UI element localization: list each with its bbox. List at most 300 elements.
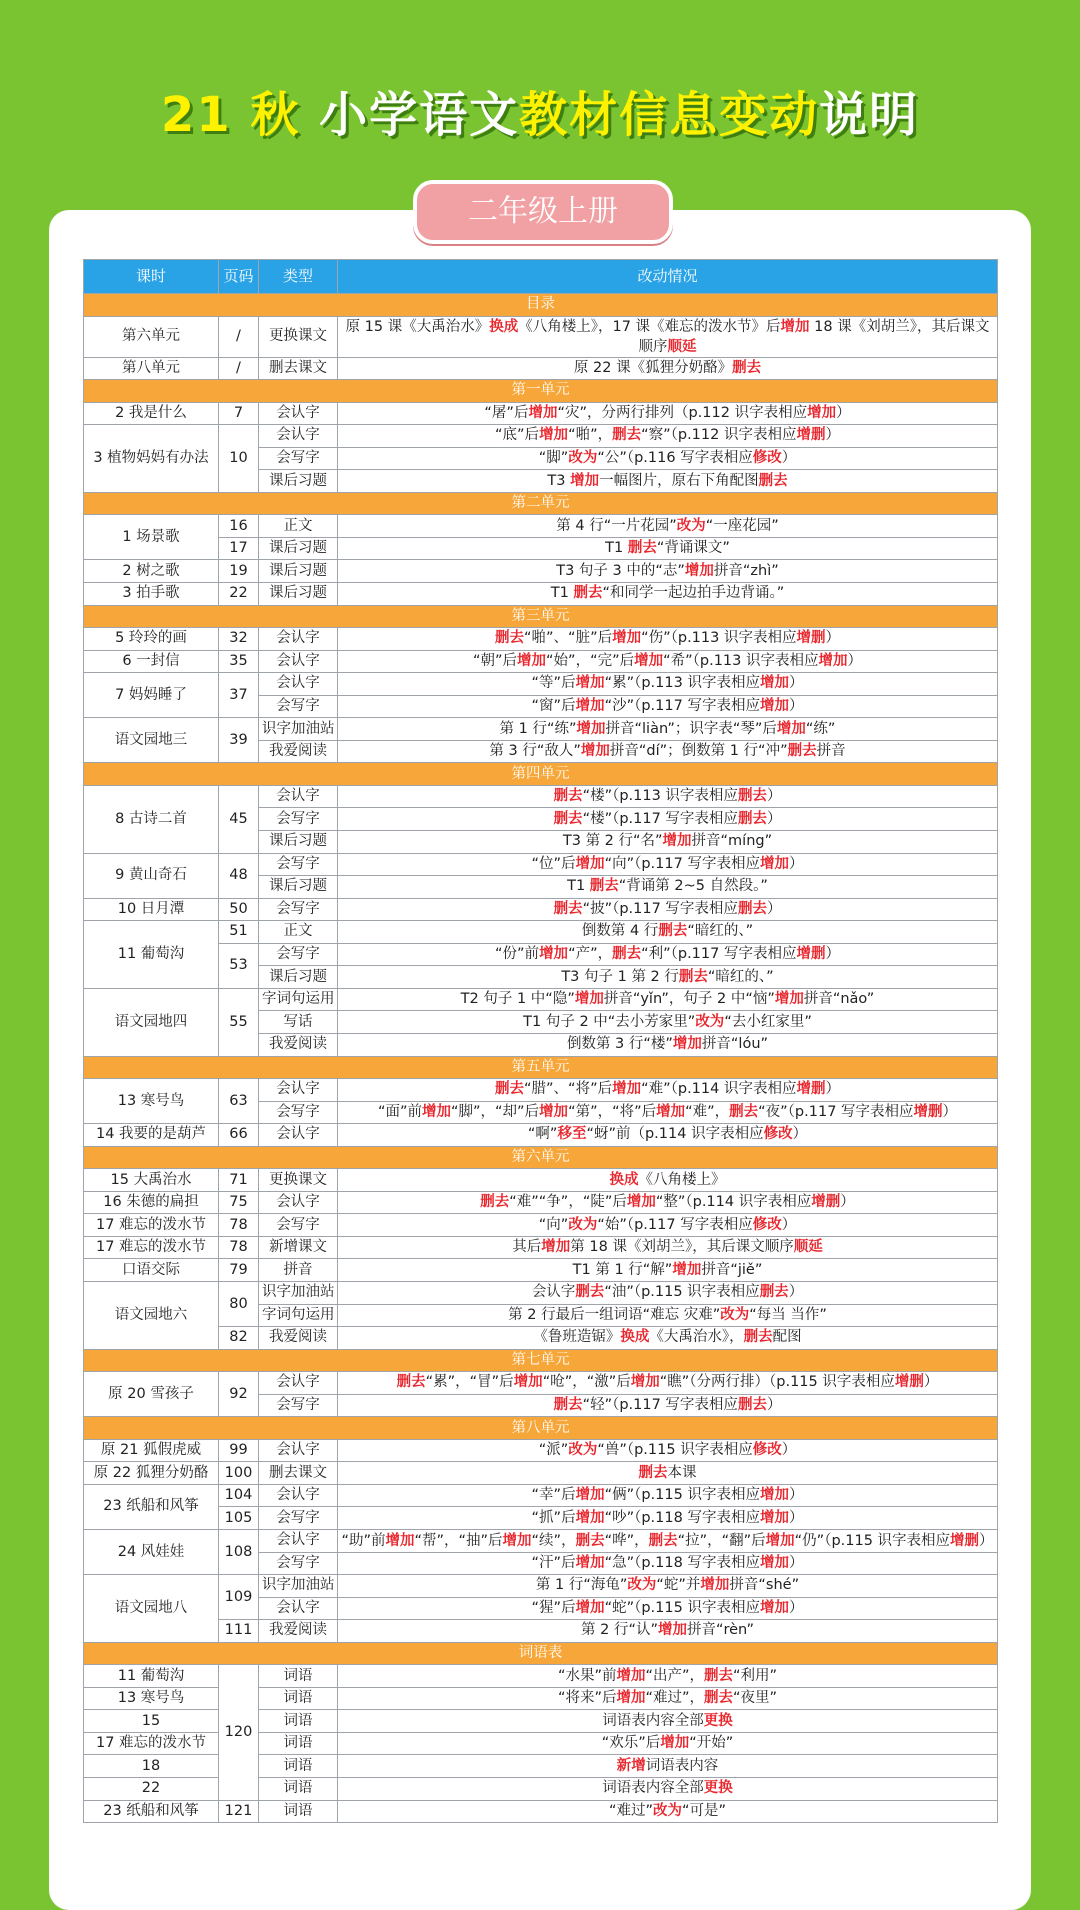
- change-text: “助”前: [341, 1532, 386, 1549]
- change-text: ）: [825, 427, 840, 444]
- change-text: ）: [836, 404, 851, 421]
- type-cell: 会认字: [259, 1079, 338, 1102]
- change-keyword: 增加: [576, 720, 606, 737]
- lesson-cell: 原 21 狐假虎威: [84, 1439, 219, 1462]
- table-row: [84, 650, 998, 673]
- change-cell: [338, 966, 998, 989]
- change-text: “蛇”并: [656, 1577, 701, 1594]
- lesson-cell: 6 一封信: [84, 650, 219, 673]
- change-keyword: 增删: [796, 427, 826, 444]
- change-text: “可是”: [682, 1802, 727, 1819]
- change-cell: [338, 943, 998, 966]
- lesson-cell: 18: [84, 1755, 219, 1778]
- change-cell: [338, 650, 998, 673]
- change-keyword: 增加: [541, 1239, 571, 1256]
- change-text: “底”后: [495, 427, 540, 444]
- change-text: “欢乐”后: [601, 1735, 661, 1752]
- table-row: [84, 1236, 998, 1259]
- change-keyword: 增加: [517, 652, 547, 669]
- change-text: “哗”，: [604, 1532, 649, 1549]
- change-keyword: 删去: [758, 472, 788, 489]
- change-text: T3 句子 1 第 2 行: [561, 968, 679, 985]
- change-cell: [338, 673, 998, 696]
- page-cell: 71: [219, 1169, 259, 1192]
- change-text: 拼音“lóu”: [701, 1036, 769, 1053]
- change-text: “每当 当作”: [749, 1306, 827, 1323]
- change-keyword: 删去: [575, 1532, 605, 1549]
- section-title: 目录: [84, 294, 998, 317]
- change-keyword: 增加: [807, 404, 837, 421]
- change-text: 第 2 行“认”: [581, 1622, 658, 1639]
- change-keyword: 删去: [704, 1690, 734, 1707]
- table-row: [84, 1529, 998, 1552]
- change-text: ）: [788, 1284, 804, 1301]
- change-text: “难过”: [608, 1802, 653, 1819]
- change-cell: [338, 695, 998, 718]
- type-cell: 会写字: [259, 853, 338, 876]
- change-keyword: 增加: [575, 855, 605, 872]
- change-text: “累”（p.113 识字表相应: [604, 675, 760, 692]
- lesson-cell: 13 寒号鸟: [84, 1687, 219, 1710]
- lesson-cell: 17 难忘的泼水节: [84, 1732, 219, 1755]
- change-text: 第 18 课《刘胡兰》，其后课文顺序: [570, 1239, 794, 1256]
- type-cell: 正文: [259, 921, 338, 944]
- change-keyword: 增加: [502, 1532, 532, 1549]
- page-cell: 121: [219, 1800, 259, 1823]
- change-text: “一座花园”: [705, 517, 779, 534]
- change-text: ）: [923, 1374, 939, 1391]
- change-keyword: 增加: [765, 1532, 795, 1549]
- page-cell: 75: [219, 1191, 259, 1214]
- change-text: 倒数第 4 行: [581, 923, 659, 940]
- change-keyword: 增加: [570, 472, 600, 489]
- type-cell: 正文: [259, 515, 338, 538]
- change-text: 会认字: [531, 1284, 576, 1301]
- change-keyword: 增加: [616, 1690, 646, 1707]
- change-cell: [338, 718, 998, 741]
- page-cell: 7: [219, 402, 259, 425]
- section-title: 第五单元: [84, 1056, 998, 1079]
- section-title: 第一单元: [84, 380, 998, 403]
- header-page: 页码: [219, 260, 259, 294]
- change-text: 拼音“nǎo”: [803, 991, 875, 1008]
- table-row: [84, 1665, 998, 1688]
- table-row: [84, 1191, 998, 1214]
- section-title: 第二单元: [84, 492, 998, 515]
- table-row: [84, 316, 998, 357]
- section-row: [84, 1056, 998, 1079]
- change-keyword: 增加: [759, 1487, 789, 1504]
- type-cell: 会认字: [259, 673, 338, 696]
- change-text: “练”: [805, 720, 836, 737]
- change-keyword: 改为: [676, 517, 706, 534]
- type-cell: 识字加油站: [259, 1575, 338, 1598]
- change-cell: [338, 1101, 998, 1124]
- change-text: “披”（p.117 写字表相应: [582, 900, 738, 917]
- page-cell: 80: [219, 1281, 259, 1326]
- change-keyword: 换成: [620, 1329, 650, 1346]
- change-text: “背诵课文”: [656, 540, 730, 557]
- change-text: T1 第 1 行“解”: [572, 1261, 673, 1278]
- change-keyword: 增删: [894, 1374, 924, 1391]
- change-text: ）: [766, 900, 782, 917]
- change-text: 第 1 行“海龟”: [535, 1577, 628, 1594]
- change-keyword: 增加: [780, 318, 810, 335]
- change-text: “第”，“将”后: [568, 1103, 657, 1120]
- change-keyword: 删去: [658, 923, 688, 940]
- page-cell: 37: [219, 673, 259, 718]
- change-keyword: 更换: [703, 1712, 733, 1729]
- change-cell: [338, 1732, 998, 1755]
- change-text: ）: [766, 788, 782, 805]
- page-cell: 120: [219, 1665, 259, 1800]
- change-text: “灾”，分两行排列（p.112 识字表相应: [557, 404, 808, 421]
- section-row: [84, 1146, 998, 1169]
- change-text: “油”（p.115 识字表相应: [604, 1284, 760, 1301]
- change-text: “屠”后: [484, 404, 529, 421]
- table-row: [84, 673, 998, 696]
- change-keyword: 增加: [626, 1194, 656, 1211]
- type-cell: 课后习题: [259, 876, 338, 899]
- change-keyword: 增删: [796, 630, 826, 647]
- page-cell: /: [219, 316, 259, 357]
- change-keyword: 增加: [539, 427, 569, 444]
- change-text: “续”，: [531, 1532, 576, 1549]
- type-cell: 会认字: [259, 1191, 338, 1214]
- change-text: “幸”后: [531, 1487, 576, 1504]
- table-row: [84, 357, 998, 380]
- change-keyword: 删去: [737, 810, 767, 827]
- change-text: 拼音: [816, 743, 846, 760]
- table-row: [84, 1439, 998, 1462]
- change-keyword: 增加: [539, 1103, 569, 1120]
- type-cell: 我爱阅读: [259, 740, 338, 763]
- table-row: [84, 425, 998, 448]
- change-text: “呛”，“激”后: [542, 1374, 631, 1391]
- lesson-cell: 9 黄山奇石: [84, 853, 219, 898]
- page-cell: 109: [219, 1575, 259, 1620]
- change-text: ）: [825, 946, 840, 963]
- page-title: [0, 76, 1080, 145]
- type-cell: 删去课文: [259, 1462, 338, 1485]
- change-text: “沙”（p.117 写字表相应: [604, 698, 760, 715]
- change-keyword: 增加: [612, 1081, 642, 1098]
- type-cell: 会写字: [259, 1507, 338, 1530]
- page-cell: 108: [219, 1529, 259, 1574]
- change-text: “夜里”: [733, 1690, 778, 1707]
- change-keyword: 删去: [638, 1464, 668, 1481]
- page-cell: 10: [219, 425, 259, 493]
- change-cell: [338, 1507, 998, 1530]
- change-text: “啊”: [527, 1126, 558, 1143]
- change-keyword: 删去: [737, 788, 767, 805]
- page-cell: 63: [219, 1079, 259, 1124]
- type-cell: 会写字: [259, 1394, 338, 1417]
- lesson-cell: 11 葡萄沟: [84, 1665, 219, 1688]
- change-text: 拼音“yǐn”，句子 2 中“恼”: [603, 991, 775, 1008]
- change-text: “开始”: [689, 1735, 734, 1752]
- type-cell: 字词句运用: [259, 1304, 338, 1327]
- change-keyword: 增加: [660, 1735, 690, 1752]
- lesson-cell: 24 风娃娃: [84, 1529, 219, 1574]
- type-cell: 我爱阅读: [259, 1033, 338, 1056]
- type-cell: 更换课文: [259, 316, 338, 357]
- table-row: [84, 1079, 998, 1102]
- change-text: “猩”后: [531, 1599, 576, 1616]
- change-cell: [338, 357, 998, 380]
- change-cell: [338, 583, 998, 606]
- change-cell: [338, 785, 998, 808]
- change-text: 词语表内容全部: [602, 1712, 704, 1729]
- lesson-cell: 23 纸船和风筝: [84, 1800, 219, 1823]
- type-cell: 课后习题: [259, 831, 338, 854]
- change-text: “背诵第 2~5 自然段。”: [618, 878, 768, 895]
- change-cell: [338, 1755, 998, 1778]
- change-keyword: 新增: [616, 1757, 646, 1774]
- change-keyword: 增加: [759, 1554, 789, 1571]
- change-keyword: 增加: [513, 1374, 543, 1391]
- table-row: [84, 628, 998, 651]
- section-row: [84, 605, 998, 628]
- change-text: “水果”前: [557, 1667, 617, 1684]
- change-cell: [338, 1372, 998, 1395]
- table-row: [84, 1124, 998, 1147]
- change-cell: [338, 1484, 998, 1507]
- type-cell: 我爱阅读: [259, 1327, 338, 1350]
- lesson-cell: 口语交际: [84, 1259, 219, 1282]
- change-cell: [338, 876, 998, 899]
- page-cell: 105: [219, 1507, 259, 1530]
- type-cell: 我爱阅读: [259, 1620, 338, 1643]
- change-text: 拼音“shé”: [729, 1577, 800, 1594]
- change-keyword: 增加: [385, 1532, 415, 1549]
- lesson-cell: 5 玲玲的画: [84, 628, 219, 651]
- change-cell: [338, 447, 998, 470]
- table-row: [84, 1507, 998, 1530]
- section-title: 第三单元: [84, 605, 998, 628]
- change-text: “去小红家里”: [724, 1013, 812, 1030]
- change-text: “抓”后: [531, 1509, 576, 1526]
- change-keyword: 改为: [568, 450, 598, 466]
- change-cell: [338, 425, 998, 448]
- change-text: “整”（p.114 识字表相应: [655, 1194, 812, 1211]
- table-row: [84, 785, 998, 808]
- change-keyword: 移至: [557, 1126, 587, 1143]
- page-cell: 39: [219, 718, 259, 763]
- change-keyword: 增加: [616, 1667, 646, 1684]
- lesson-cell: 22: [84, 1778, 219, 1801]
- lesson-cell: 语文园地八: [84, 1575, 219, 1643]
- change-keyword: 删去: [612, 427, 642, 444]
- change-text: T3 第 2 行“名”: [562, 833, 663, 850]
- change-cell: [338, 921, 998, 944]
- change-text: “始”（p.117 写字表相应: [597, 1216, 753, 1233]
- lesson-cell: 语文园地四: [84, 988, 219, 1056]
- change-text: “向”: [538, 1216, 569, 1233]
- type-cell: 会认字: [259, 628, 338, 651]
- change-keyword: 删去: [396, 1374, 426, 1391]
- change-text: 拼音“zhì”: [713, 562, 779, 579]
- lesson-cell: 原 22 狐狸分奶酪: [84, 1462, 219, 1485]
- type-cell: 会认字: [259, 1529, 338, 1552]
- change-keyword: 删去: [553, 1396, 583, 1413]
- change-cell: [338, 1281, 998, 1304]
- change-keyword: 增删: [796, 1081, 826, 1098]
- change-text: “啪”，: [568, 427, 613, 444]
- type-cell: 会认字: [259, 1124, 338, 1147]
- table-row: [84, 560, 998, 583]
- title-part-5: 说明: [819, 87, 920, 143]
- change-keyword: 删去: [612, 946, 642, 963]
- change-keyword: 增加: [575, 675, 605, 692]
- change-keyword: 删去: [737, 1396, 767, 1413]
- change-text: 配图: [772, 1329, 802, 1346]
- change-text: 第 3 行“敌人”: [489, 743, 581, 760]
- change-text: “派”: [538, 1442, 569, 1459]
- change-text: ）: [766, 1396, 782, 1413]
- change-cell: [338, 831, 998, 854]
- change-text: “和同学一起边拍手边背诵。”: [602, 585, 785, 602]
- change-text: T1 句子 2 中“去小芳家里”: [523, 1013, 696, 1030]
- change-text: 《八角楼上》，17 课《难忘的泼水节》后: [518, 318, 781, 335]
- change-keyword: 增删: [913, 1103, 943, 1120]
- change-cell: [338, 1011, 998, 1034]
- change-keyword: 改为: [653, 1802, 682, 1819]
- section-title: 词语表: [84, 1642, 998, 1665]
- page-cell: 66: [219, 1124, 259, 1147]
- type-cell: 删去课文: [259, 357, 338, 380]
- lesson-cell: 1 场景歌: [84, 515, 219, 560]
- change-text: “楼”（p.113 识字表相应: [582, 788, 738, 805]
- change-text: “窗”后: [531, 698, 576, 715]
- lesson-cell: 语文园地三: [84, 718, 219, 763]
- change-keyword: 增加: [634, 652, 664, 669]
- change-text: “希”（p.113 识字表相应: [663, 652, 819, 669]
- change-cell: [338, 1169, 998, 1192]
- type-cell: 会认字: [259, 1597, 338, 1620]
- page-cell: 99: [219, 1439, 259, 1462]
- change-cell: [338, 1462, 998, 1485]
- change-text: T3: [547, 472, 571, 489]
- lesson-cell: 原 20 雪孩子: [84, 1372, 219, 1417]
- change-text: 第 4 行“一片花园”: [556, 517, 677, 534]
- change-text: ）: [766, 810, 782, 827]
- change-cell: [338, 1394, 998, 1417]
- type-cell: 课后习题: [259, 560, 338, 583]
- change-text: ）: [781, 450, 797, 466]
- table-row: [84, 718, 998, 741]
- change-keyword: 增加: [700, 1577, 730, 1594]
- change-cell: [338, 1710, 998, 1733]
- change-text: ）: [840, 1194, 855, 1211]
- change-text: T1: [550, 585, 574, 602]
- change-keyword: 增加: [818, 652, 848, 669]
- change-cell: [338, 515, 998, 538]
- change-keyword: 增加: [759, 1509, 789, 1526]
- change-text: “难”，: [685, 1103, 730, 1120]
- change-keyword: 增加: [630, 1374, 660, 1391]
- type-cell: 会认字: [259, 425, 338, 448]
- change-keyword: 改为: [568, 1216, 598, 1233]
- table-row: [84, 921, 998, 944]
- change-keyword: 增加: [612, 630, 642, 647]
- change-keyword: 删去: [737, 900, 767, 917]
- page-cell: 22: [219, 583, 259, 606]
- change-text: “难”（p.114 识字表相应: [641, 1081, 797, 1098]
- change-text: “面”前: [377, 1103, 422, 1120]
- change-keyword: 增删: [950, 1532, 980, 1549]
- change-keyword: 换成: [609, 1171, 639, 1188]
- change-text: T1: [567, 878, 590, 895]
- change-cell: [338, 853, 998, 876]
- change-keyword: 增加: [656, 1103, 686, 1120]
- type-cell: 会认字: [259, 785, 338, 808]
- change-keyword: 删去: [553, 900, 583, 917]
- table-row: [84, 515, 998, 538]
- change-text: 倒数第 3 行“楼”: [566, 1036, 673, 1053]
- lesson-cell: 13 寒号鸟: [84, 1079, 219, 1124]
- table-row: [84, 1484, 998, 1507]
- type-cell: 会认字: [259, 650, 338, 673]
- title-part-3: 教材信息: [519, 87, 720, 143]
- page-cell: 35: [219, 650, 259, 673]
- change-cell: [338, 1439, 998, 1462]
- change-keyword: 增加: [759, 698, 789, 715]
- type-cell: 词语: [259, 1778, 338, 1801]
- change-keyword: 删去: [573, 585, 603, 602]
- change-text: 拼音“dí”；倒数第 1 行“冲”: [609, 743, 788, 760]
- change-text: “难”“争”，“陡”后: [509, 1194, 627, 1211]
- change-text: 《大禹治水》，: [649, 1329, 744, 1346]
- table-row: [84, 1281, 998, 1304]
- change-text: “轻”（p.117 写字表相应: [582, 1396, 738, 1413]
- change-keyword: 删去: [480, 1194, 510, 1211]
- change-keyword: 删去: [704, 1667, 734, 1684]
- change-keyword: 删去: [729, 1103, 759, 1120]
- title-part-4: 变动: [719, 87, 820, 143]
- change-text: ）: [788, 1554, 804, 1571]
- change-text: ）: [788, 1509, 804, 1526]
- change-cell: [338, 1259, 998, 1282]
- change-text: 拼音“jiě”: [701, 1261, 763, 1278]
- change-keyword: 修改: [752, 450, 782, 466]
- change-text: “夜”（p.117 写字表相应: [758, 1103, 914, 1120]
- table-row: [84, 1372, 998, 1395]
- change-text: “察”（p.112 识字表相应: [641, 427, 797, 444]
- change-text: “吵”（p.118 写字表相应: [604, 1509, 760, 1526]
- type-cell: 字词句运用: [259, 988, 338, 1011]
- lesson-cell: 15 大禹治水: [84, 1169, 219, 1192]
- change-text: “份”前: [495, 946, 540, 963]
- page-cell: 78: [219, 1236, 259, 1259]
- change-table: [83, 259, 998, 1823]
- change-cell: [338, 1620, 998, 1643]
- lesson-cell: 第六单元: [84, 316, 219, 357]
- change-text: 18 课《刘胡兰》，其后课文顺序: [638, 318, 990, 355]
- change-cell: [338, 628, 998, 651]
- change-cell: [338, 560, 998, 583]
- change-text: “楼”（p.117 写字表相应: [582, 810, 738, 827]
- change-keyword: 增加: [662, 833, 692, 850]
- change-keyword: 增加: [539, 946, 569, 963]
- change-text: ）: [788, 675, 804, 692]
- type-cell: 会写字: [259, 898, 338, 921]
- table-body: [84, 294, 998, 1823]
- page-cell: 78: [219, 1214, 259, 1237]
- change-keyword: 增加: [575, 1487, 605, 1504]
- change-keyword: 删去: [743, 1329, 773, 1346]
- type-cell: 拼音: [259, 1259, 338, 1282]
